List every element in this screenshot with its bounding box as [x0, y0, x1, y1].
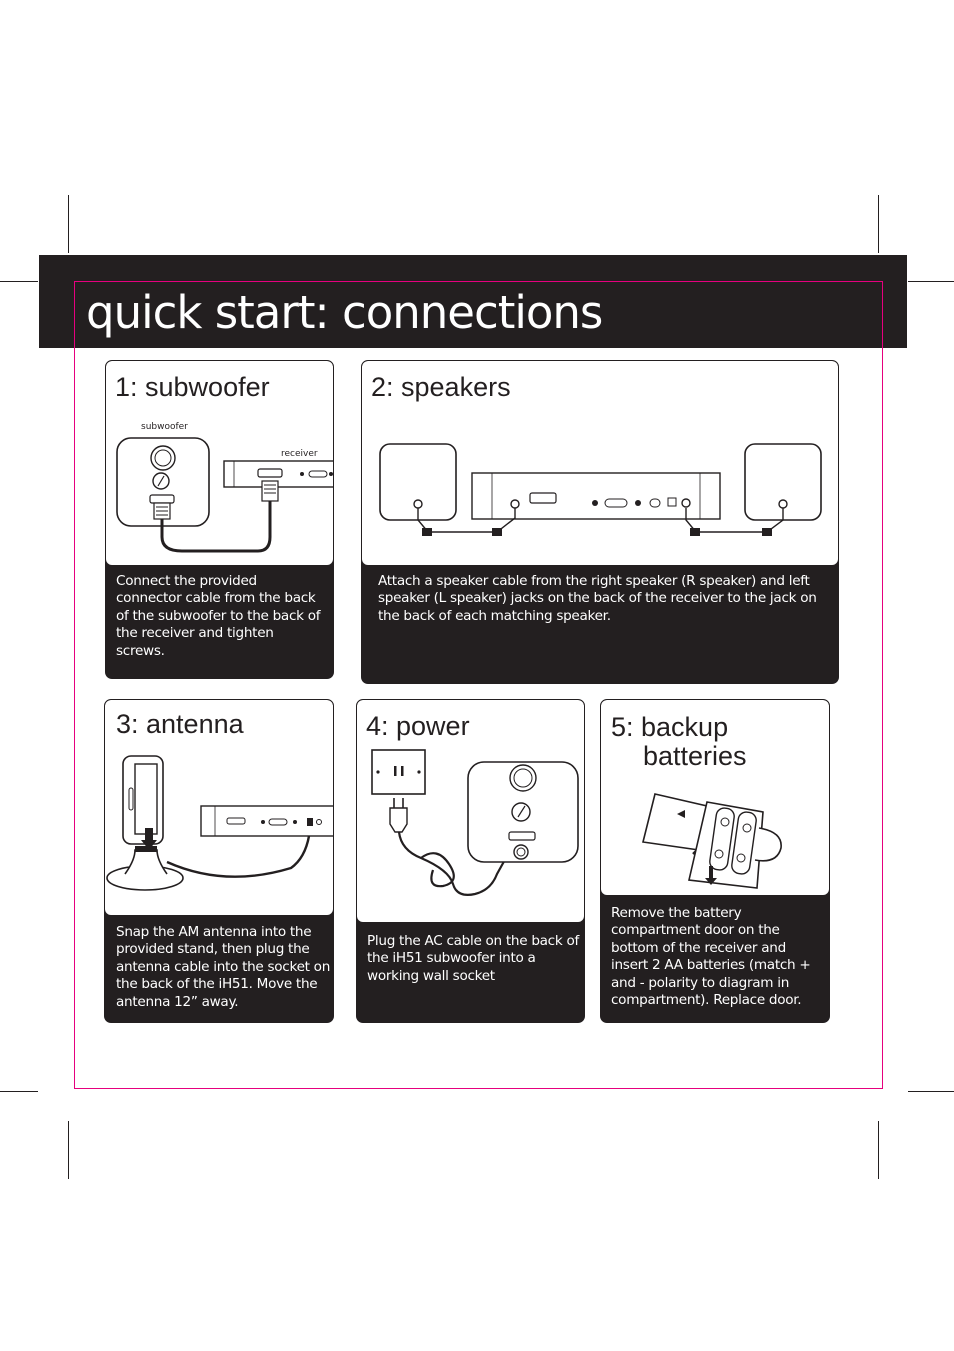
- step-heading: 3: antenna: [116, 709, 244, 739]
- receiver-label: receiver: [281, 449, 318, 459]
- step-heading: 4: power: [366, 711, 470, 741]
- batteries-illustration: [601, 788, 830, 893]
- power-connection-illustration: [357, 746, 585, 916]
- crop-mark: [908, 281, 954, 282]
- crop-mark: [908, 1091, 954, 1092]
- subwoofer-connection-illustration: [106, 413, 334, 563]
- step-description: Remove the battery compartment door on the bottom of the receiver and insert 2 AA batteries (match + and - polarity to diagram in compartment). Replace door.: [611, 905, 811, 1009]
- step-heading: 2: speakers: [371, 372, 511, 402]
- page-title: quick start: connections: [86, 286, 603, 339]
- step-card-backup-batteries: [600, 699, 830, 1023]
- step-description: Connect the provided connector cable from the back of the subwoofer to the back of the receiver and tighten screws.: [116, 573, 321, 659]
- crop-mark: [0, 1091, 38, 1092]
- crop-mark: [0, 281, 38, 282]
- step-heading: 1: subwoofer: [115, 372, 270, 402]
- step-description: Attach a speaker cable from the right speaker (R speaker) and left speaker (L speaker) jacks on the back of the receiver to the jack on the back of each matching speaker.: [378, 573, 817, 624]
- step-heading: 5: backup: [611, 712, 729, 742]
- crop-mark: [878, 195, 879, 253]
- step-description: Plug the AC cable on the back of the iH51 subwoofer into a working wall socket: [367, 933, 579, 984]
- step-card-speakers: [361, 360, 839, 684]
- step-heading-continued: batteries: [643, 741, 747, 771]
- crop-mark: [68, 195, 69, 253]
- crop-mark: [878, 1121, 879, 1179]
- subwoofer-label: subwoofer: [141, 422, 188, 432]
- step-description: Snap the AM antenna into the provided stand, then plug the antenna cable into the socket on the back of the iH51. Move the antenna 12” away.: [116, 924, 331, 1010]
- step-card-power: [356, 699, 585, 1023]
- speakers-connection-illustration: [362, 436, 839, 546]
- antenna-connection-illustration: [105, 748, 334, 898]
- crop-mark: [68, 1121, 69, 1179]
- step-card-antenna: [104, 699, 334, 1023]
- step-card-subwoofer: [105, 360, 334, 679]
